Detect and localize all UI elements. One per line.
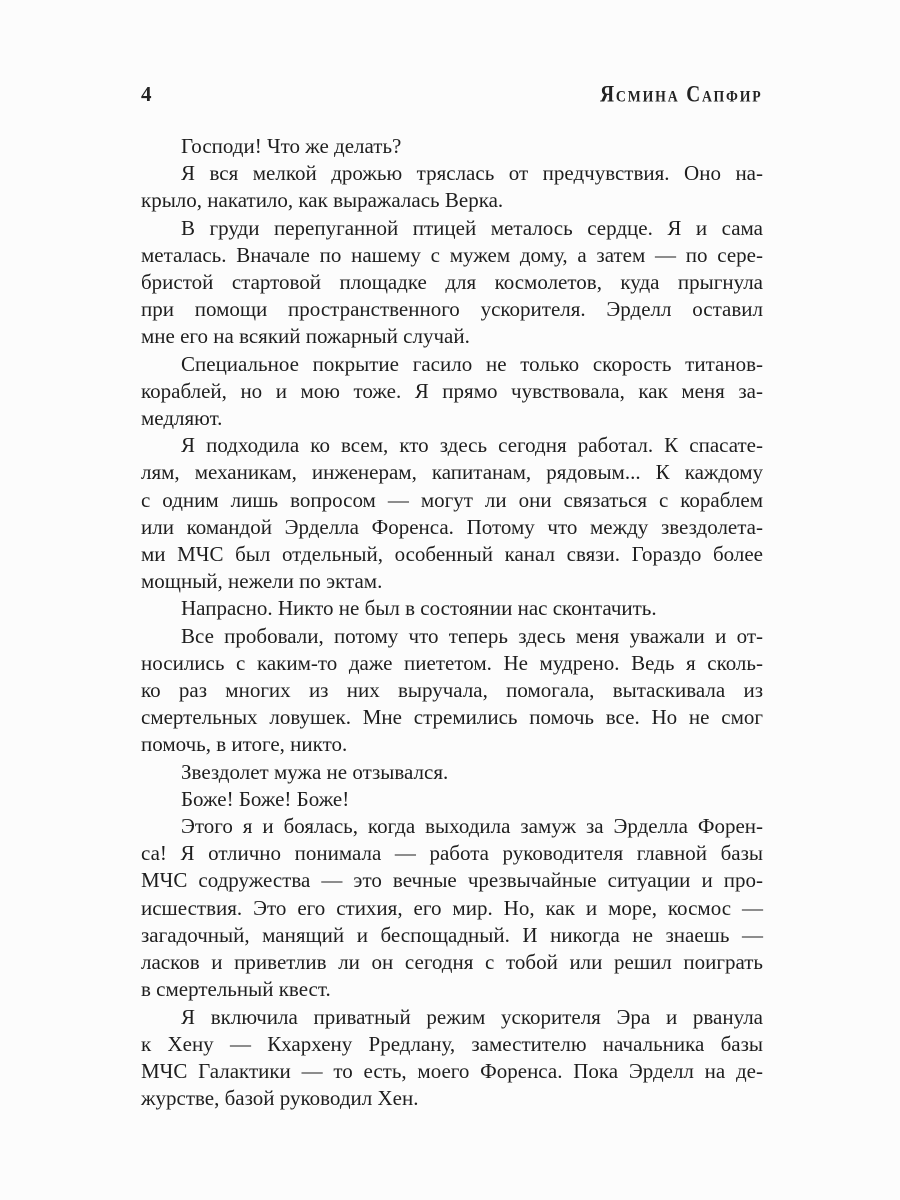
paragraph <box>141 215 763 351</box>
text-line: медляют. <box>141 406 223 431</box>
text-line: Специальное покрытие гасило не только скорость титанов- <box>181 351 763 376</box>
text-line: металась. Вначале по нашему с мужем дому, а затем — по сере- <box>141 242 763 267</box>
text-line: мне его на всякий пожарный случай. <box>141 324 470 349</box>
text-line: крыло, накатило, как выражалась Верка. <box>141 188 504 213</box>
paragraph <box>141 432 763 595</box>
text-line: Я подходила ко всем, кто здесь сегодня работал. К спасате- <box>181 433 763 458</box>
paragraph <box>141 351 763 433</box>
text-line: лям, механикам, инженерам, капитанам, рядовым... К каждому <box>141 460 763 485</box>
text-line: журстве, базой руководил Хен. <box>141 1086 419 1111</box>
text-line: Все пробовали, потому что теперь здесь меня уважали и от- <box>181 623 763 648</box>
text-line: загадочный, манящий и беспощадный. И никогда не знаешь — <box>141 922 763 947</box>
text-line: носились с каким-то даже пиететом. Не мудрено. Ведь я сколь- <box>141 650 763 675</box>
text-line: ко раз многих из них выручала, помогала, вытаскивала из <box>141 678 763 703</box>
text-line: МЧС Галактики — то есть, моего Форенса. Пока Эрделл на де- <box>141 1058 763 1083</box>
text-line: Звездолет мужа не отзывался. <box>181 759 449 784</box>
text-line: помочь, в итоге, никто. <box>141 732 348 757</box>
text-line: мощный, нежели по эктам. <box>141 569 383 594</box>
paragraph <box>141 160 763 214</box>
paragraph <box>141 133 763 160</box>
text-line: ми МЧС был отдельный, особенный канал связи. Гораздо более <box>141 542 763 567</box>
text-line: кораблей, но и мою тоже. Я прямо чувствовала, как меня за- <box>141 378 763 403</box>
paragraph <box>141 595 763 622</box>
text-line: бристой стартовой площадке для космолетов, куда прыгнула <box>141 270 763 295</box>
text-line: В груди перепуганной птицей металось сердце. Я и сама <box>181 215 763 240</box>
text-line: или командой Эрделла Форенса. Потому что между звездолета- <box>141 514 763 539</box>
text-line: ласков и приветлив ли он сегодня с тобой или решил поиграть <box>141 950 763 975</box>
text-line: Боже! Боже! Боже! <box>181 786 350 811</box>
text-line: в смертельный квест. <box>141 977 331 1002</box>
text-body <box>141 133 763 1112</box>
paragraph <box>141 813 763 1003</box>
text-line: МЧС содружества — это вечные чрезвычайные ситуации и про- <box>141 868 763 893</box>
paragraph <box>141 786 763 813</box>
running-header <box>141 82 763 107</box>
text-line: Я вся мелкой дрожью тряслась от предчувствия. Оно на- <box>181 161 763 186</box>
text-line: Напрасно. Никто не был в состоянии нас сконтачить. <box>181 596 657 621</box>
text-line: Господи! Что же делать? <box>181 134 402 158</box>
author-header: Ясмина Сапфир <box>600 81 763 107</box>
text-line: при помощи пространственного ускорителя. Эрделл оставил <box>141 297 763 322</box>
text-line: смертельных ловушек. Мне стремились помочь все. Но не смог <box>141 705 763 730</box>
text-line: к Хену — Кхархену Рредлану, заместителю начальника базы <box>141 1031 763 1056</box>
page-number: 4 <box>141 82 152 106</box>
text-line: Этого я и боялась, когда выходила замуж за Эрделла Форен- <box>181 814 763 839</box>
text-line: са! Я отлично понимала — работа руководителя главной базы <box>141 841 763 866</box>
paragraph <box>141 1004 763 1113</box>
text-line: с одним лишь вопросом — могут ли они связаться с кораблем <box>141 487 763 512</box>
text-line: исшествия. Это его стихия, его мир. Но, как и море, космос — <box>141 895 763 920</box>
text-line: Я включила приватный режим ускорителя Эра и рванула <box>181 1004 763 1029</box>
paragraph <box>141 623 763 759</box>
paragraph <box>141 759 763 786</box>
